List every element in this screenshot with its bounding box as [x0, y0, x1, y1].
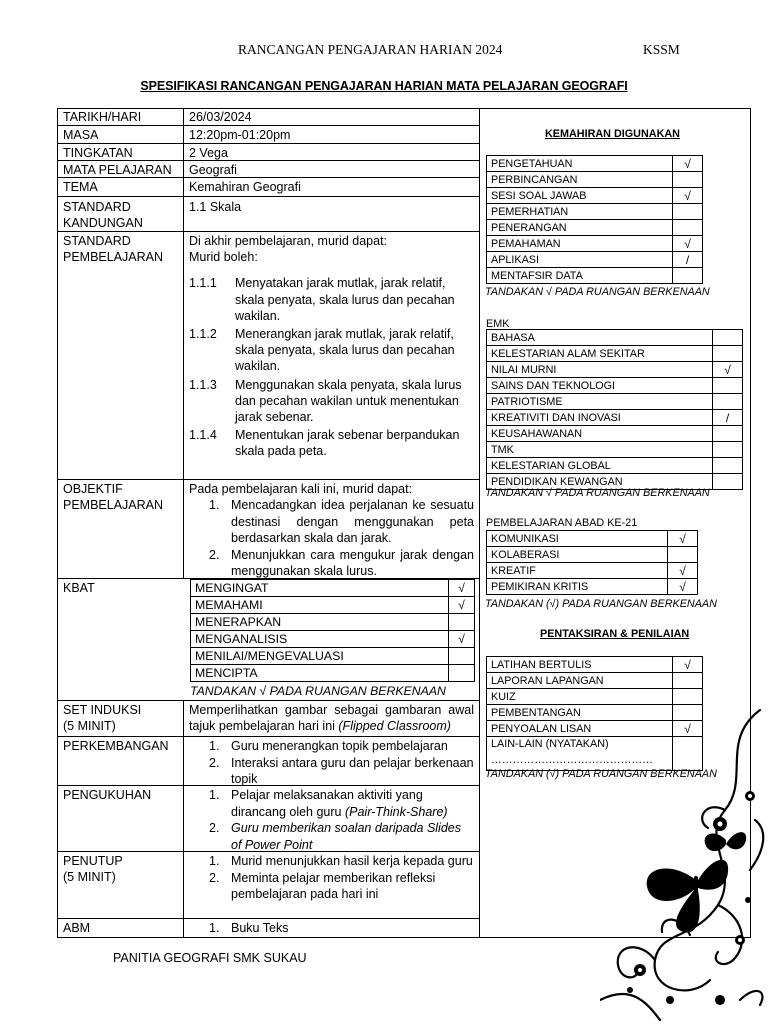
row-label: MATA PELAJARAN: [63, 163, 172, 177]
kemahiran-table: [486, 155, 703, 284]
abad21-row: [487, 579, 698, 595]
item-number: 1.1.1: [189, 276, 217, 291]
intro-text: Pada pembelajaran kali ini, murid dapat:: [189, 482, 413, 496]
emk-mark-cell[interactable]: [713, 474, 743, 490]
kbat-mark-cell[interactable]: [449, 614, 475, 631]
emk-mark-cell[interactable]: /: [713, 410, 743, 426]
row-label: STANDARD KANDUNGAN: [63, 200, 143, 230]
emk-item: TMK: [487, 442, 713, 458]
pentaksiran-item: PEMBENTANGAN: [487, 705, 673, 721]
kemahiran-row: [487, 172, 703, 188]
label-line: SET INDUKSI: [63, 703, 142, 717]
kemahiran-item: PEMAHAMAN: [487, 236, 673, 252]
row-standard-pembelajaran: [57, 232, 480, 480]
item-number: 1.1.4: [189, 428, 217, 443]
emk-mark-cell[interactable]: [713, 394, 743, 410]
kemahiran-mark-cell[interactable]: √: [673, 188, 703, 204]
kbat-note: TANDAKAN √ PADA RUANGAN BERKENAAN: [190, 684, 446, 698]
row-standard-kandungan: [57, 197, 480, 232]
item-number: 1.: [209, 739, 220, 753]
row-set-induksi: [57, 701, 480, 737]
label-line: PENUTUP: [63, 854, 123, 868]
kbat-row: [191, 665, 475, 682]
kbat-item: MENGANALISIS: [191, 631, 449, 648]
row-value: 12:20pm-01:20pm: [189, 128, 291, 142]
kemahiran-item: APLIKASI: [487, 252, 673, 268]
row-value: Kemahiran Geografi: [189, 180, 301, 194]
row-label: PENGUKUHAN: [63, 788, 152, 802]
kemahiran-row: [487, 252, 703, 268]
item-text: Murid menunjukkan hasil kerja kepada guru: [231, 854, 473, 868]
item-number: 2.: [209, 755, 220, 770]
row-tingkatan: [57, 144, 480, 161]
abad21-mark-cell[interactable]: √: [668, 531, 698, 547]
item-text: Guru menerangkan topik pembelajaran: [231, 739, 448, 753]
item-text: Interaksi antara guru dan pelajar berkenaan topik: [231, 755, 474, 786]
row-objektif: [57, 480, 480, 579]
kemahiran-title: KEMAHIRAN DIGUNAKAN: [545, 128, 680, 140]
row-value: 2 Vega: [189, 146, 228, 160]
emk-item: BAHASA: [487, 330, 713, 346]
kbat-row: [191, 648, 475, 665]
emk-mark-cell[interactable]: [713, 346, 743, 362]
item-text: Mencadangkan idea perjalanan ke sesuatu destinasi dengan menggunakan peta berdasarkan skala dan jarak.: [231, 498, 474, 546]
row-abm: [57, 919, 480, 938]
kemahiran-row: [487, 204, 703, 220]
abad21-item: KOLABERASI: [487, 547, 668, 563]
emk-item: KREATIVITI DAN INOVASI: [487, 410, 713, 426]
pentaksiran-item: LAIN-LAIN (NYATAKAN): [491, 738, 609, 750]
kemahiran-item: MENTAFSIR DATA: [487, 268, 673, 284]
abad21-mark-cell[interactable]: √: [668, 563, 698, 579]
pentaksiran-title: PENTAKSIRAN & PENILAIAN: [540, 628, 690, 640]
pentaksiran-mark-cell[interactable]: √: [673, 657, 703, 673]
standard-pembelajaran-content: [189, 233, 474, 460]
row-label: TINGKATAN: [63, 146, 133, 160]
item-number: 1.: [209, 854, 220, 868]
row-label: TARIKH/HARI: [63, 110, 142, 124]
abad21-row: [487, 547, 698, 563]
item-text: Meminta pelajar memberikan refleksi pembelajaran pada hari ini: [231, 870, 436, 901]
emk-item: KEUSAHAWANAN: [487, 426, 713, 442]
footer-text: PANITIA GEOGRAFI SMK SUKAU: [113, 951, 307, 965]
item-text: Guru memberikan soalan daripada Slides of Power Point: [231, 821, 461, 852]
row-mata-pelajaran: [57, 161, 480, 178]
abad21-mark-cell[interactable]: [668, 547, 698, 563]
list-item: [209, 497, 474, 547]
row-perkembangan: [57, 737, 480, 786]
intro-text: Murid boleh:: [189, 250, 258, 265]
emk-item: PENDIDIKAN KEWANGAN: [487, 474, 713, 490]
item-text: Menggunakan skala penyata, skala lurus dan pecahan wakilan untuk menentukan jarak sebenar.: [235, 377, 462, 425]
list-item: [209, 820, 474, 853]
curriculum-label: KSSM: [643, 42, 680, 57]
list-item: [189, 427, 474, 459]
list-item: [209, 755, 474, 788]
emk-row: [487, 458, 743, 474]
row-tarikh: [57, 108, 480, 126]
row-value: 1.1 Skala: [189, 200, 242, 214]
pentaksiran-item: KUIZ: [487, 689, 673, 705]
emk-note: TANDAKAN √ PADA RUANGAN BERKENAAN: [485, 487, 710, 499]
kemahiran-note: TANDAKAN √ PADA RUANGAN BERKENAAN: [485, 286, 710, 298]
emk-mark-cell[interactable]: [713, 426, 743, 442]
label-column-divider: [183, 108, 184, 579]
kbat-item: MENCIPTA: [191, 665, 449, 682]
objektif-content: [189, 481, 474, 580]
pentaksiran-row: [487, 673, 703, 689]
row-pengukuhan: [57, 786, 480, 852]
row-penutup: [57, 852, 480, 919]
kemahiran-mark-cell[interactable]: √: [673, 156, 703, 172]
emk-row: [487, 410, 743, 426]
kbat-item: MEMAHAMI: [191, 597, 449, 614]
pentaksiran-item: LATIHAN BERTULIS: [487, 657, 673, 673]
kbat-row: [191, 580, 475, 597]
emk-row: [487, 426, 743, 442]
body-text: Memperlihatkan gambar sebagai gambaran awal tajuk pembelajaran hari ini: [189, 703, 474, 733]
row-tema: [57, 178, 480, 197]
emk-mark-cell[interactable]: [713, 378, 743, 394]
abad21-mark-cell[interactable]: √: [668, 579, 698, 595]
abad21-table: [486, 530, 698, 595]
pentaksiran-note: TANDAKAN (√) PADA RUANGAN BERKENAAN: [485, 768, 717, 780]
kemahiran-mark-cell[interactable]: √: [673, 236, 703, 252]
kbat-mark-cell[interactable]: √: [449, 597, 475, 614]
item-number: 1.: [209, 498, 220, 513]
kemahiran-item: SESI SOAL JAWAB: [487, 188, 673, 204]
row-label: PERKEMBANGAN: [63, 739, 169, 753]
list-item: [209, 738, 474, 755]
label-line: (5 MINIT): [63, 719, 116, 733]
emk-mark-cell[interactable]: [713, 458, 743, 474]
item-text: Menunjukkan cara mengukur jarak dengan menggunakan skala lurus.: [231, 547, 474, 579]
kemahiran-row: [487, 156, 703, 172]
emk-row: [487, 378, 743, 394]
row-label: TEMA: [63, 180, 98, 194]
emk-row: [487, 330, 743, 346]
emk-row: [487, 346, 743, 362]
list-item: [209, 853, 474, 870]
kemahiran-row: [487, 188, 703, 204]
pentaksiran-item: PENYOALAN LISAN: [487, 721, 673, 737]
pentaksiran-mark-cell[interactable]: [673, 673, 703, 689]
abad21-item: KREATIF: [487, 563, 668, 579]
pentaksiran-mark-cell[interactable]: √: [673, 721, 703, 737]
kemahiran-item: PERBINCANGAN: [487, 172, 673, 188]
emk-row: [487, 362, 743, 378]
list-item: [189, 377, 474, 426]
pentaksiran-item: LAPORAN LAPANGAN: [487, 673, 673, 689]
label-line: (5 MINIT): [63, 870, 116, 884]
kemahiran-mark-cell[interactable]: [673, 220, 703, 236]
kbat-row: [191, 631, 475, 648]
row-value: Geografi: [189, 163, 237, 177]
kbat-mark-cell[interactable]: √: [449, 631, 475, 648]
pengukuhan-list: [189, 787, 474, 853]
item-text: Pelajar melaksanakan aktiviti yang dirancang oleh guru: [231, 788, 423, 819]
kbat-item: MENILAI/MENGEVALUASI: [191, 648, 449, 665]
penutup-list: [189, 853, 474, 903]
list-item: [209, 920, 474, 937]
item-text: Menyatakan jarak mutlak, jarak relatif, skala penyata, skala lurus dan pecahan wakilan.: [235, 276, 455, 323]
emk-item: SAINS DAN TEKNOLOGI: [487, 378, 713, 394]
list-item: [189, 275, 474, 324]
set-induksi-text: [189, 702, 474, 734]
italic-text: (Flipped Classroom): [338, 719, 451, 733]
item-text: Menentukan jarak sebenar berpandukan skala pada peta.: [235, 428, 460, 459]
item-number: 1.1.3: [189, 377, 217, 392]
label-column-divider: [183, 701, 184, 938]
abad21-item: PEMIKIRAN KRITIS: [487, 579, 668, 595]
emk-mark-cell[interactable]: [713, 330, 743, 346]
italic-text: (Pair-Think-Share): [344, 804, 448, 819]
emk-title: EMK: [486, 318, 510, 330]
emk-item: KELESTARIAN GLOBAL: [487, 458, 713, 474]
row-label: KBAT: [63, 581, 95, 595]
row-label: ABM: [63, 921, 91, 935]
emk-table: [486, 329, 743, 490]
row-label: STANDARD PEMBELAJARAN: [63, 234, 164, 264]
pentaksiran-dots: ………………………………………: [491, 754, 653, 766]
item-number: 2.: [209, 821, 220, 835]
item-text: Buku Teks: [231, 921, 289, 935]
kemahiran-row: [487, 220, 703, 236]
abad21-row: [487, 531, 698, 547]
row-value: 26/03/2024: [189, 110, 252, 124]
emk-mark-cell[interactable]: √: [713, 362, 743, 378]
abad21-title: PEMBELAJARAN ABAD KE-21: [486, 517, 638, 529]
kemahiran-item: PENERANGAN: [487, 220, 673, 236]
kemahiran-row: [487, 236, 703, 252]
kbat-item: MENERAPKAN: [191, 614, 449, 631]
kemahiran-mark-cell[interactable]: /: [673, 252, 703, 268]
row-label: OBJEKTIF PEMBELAJARAN: [63, 482, 164, 512]
kbat-item: MENGINGAT: [191, 580, 449, 597]
document-title: RANCANGAN PENGAJARAN HARIAN 2024: [238, 42, 503, 57]
item-text: Menerangkan jarak mutlak, jarak relatif, skala penyata, skala lurus dan pecahan wakilan.: [235, 327, 455, 374]
abad21-row: [487, 563, 698, 579]
row-label: [63, 853, 183, 885]
row-label: MASA: [63, 128, 99, 142]
kbat-table: [190, 579, 475, 682]
list-item: [189, 326, 474, 375]
list-item: [209, 547, 474, 580]
kbat-row: [191, 614, 475, 631]
abad21-note: TANDAKAN (√) PADA RUANGAN BERKENAAN: [485, 598, 717, 610]
emk-item: KELESTARIAN ALAM SEKITAR: [487, 346, 713, 362]
pentaksiran-row: [487, 657, 703, 673]
abm-list: [189, 920, 474, 937]
kbat-row: [191, 597, 475, 614]
kemahiran-mark-cell[interactable]: [673, 204, 703, 220]
kemahiran-row: [487, 268, 703, 284]
kemahiran-item: PEMERHATIAN: [487, 204, 673, 220]
perkembangan-list: [189, 738, 474, 788]
butterfly-flourish-decoration: [600, 700, 768, 1024]
kemahiran-mark-cell[interactable]: [673, 172, 703, 188]
item-number: 1.: [209, 921, 220, 935]
kbat-mark-cell[interactable]: √: [449, 580, 475, 597]
kemahiran-mark-cell[interactable]: [673, 268, 703, 284]
emk-row: [487, 394, 743, 410]
list-item: [209, 787, 474, 820]
kemahiran-item: PENGETAHUAN: [487, 156, 673, 172]
intro-text: Di akhir pembelajaran, murid dapat:: [189, 234, 388, 248]
row-masa: [57, 126, 480, 144]
item-number: 1.: [209, 788, 220, 802]
kbat-mark-cell[interactable]: [449, 648, 475, 665]
list-item: [209, 870, 474, 903]
emk-mark-cell[interactable]: [713, 442, 743, 458]
kbat-mark-cell[interactable]: [449, 665, 475, 682]
item-number: 1.1.2: [189, 327, 217, 342]
item-number: 2.: [209, 870, 220, 885]
row-label: [63, 702, 183, 734]
item-number: 2.: [209, 547, 220, 562]
emk-row: [487, 442, 743, 458]
abad21-item: KOMUNIKASI: [487, 531, 668, 547]
emk-item: NILAI MURNI: [487, 362, 713, 378]
document-subtitle: SPESIFIKASI RANCANGAN PENGAJARAN HARIAN MATA PELAJARAN GEOGRAFI: [140, 79, 628, 93]
emk-item: PATRIOTISME: [487, 394, 713, 410]
